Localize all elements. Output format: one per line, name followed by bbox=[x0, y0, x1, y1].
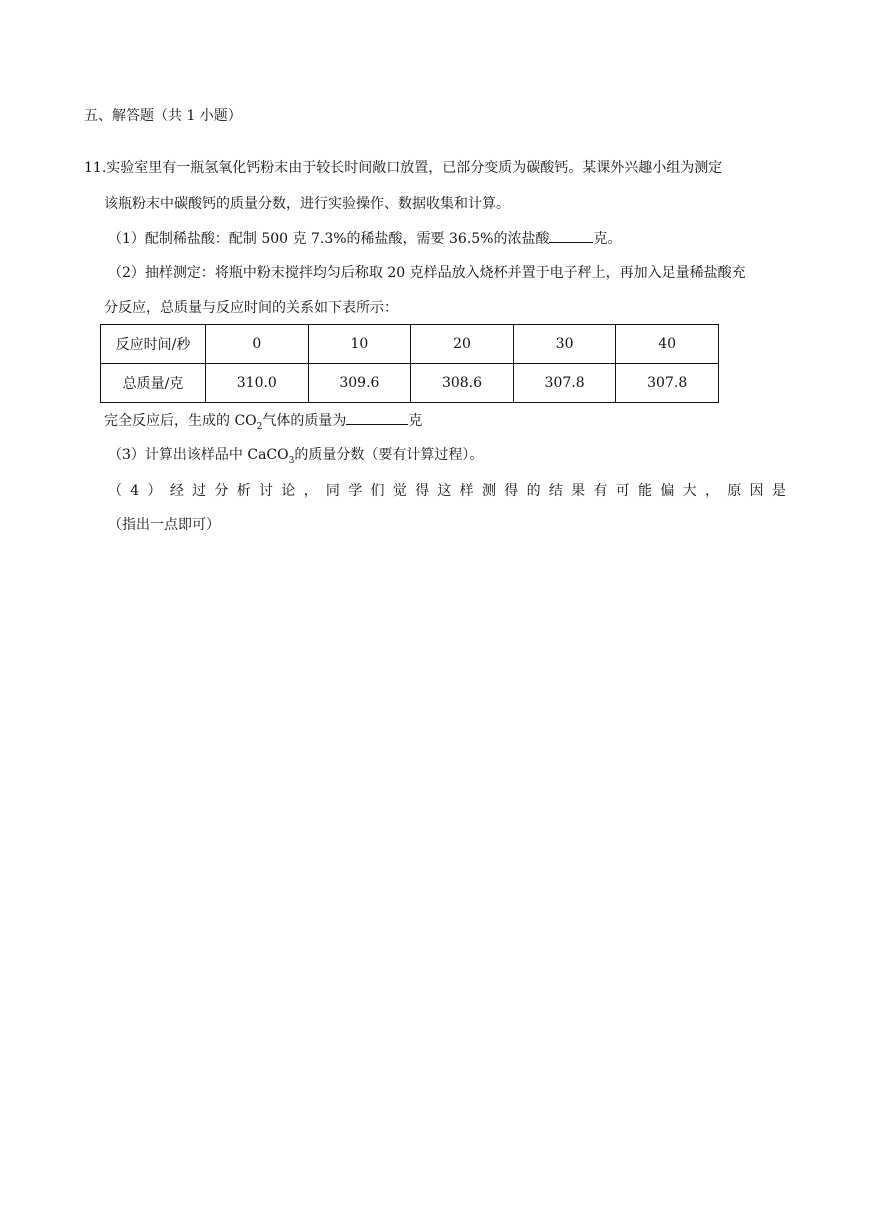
part-4-char: 析 bbox=[236, 483, 251, 499]
part-4-char: 4 bbox=[130, 483, 140, 499]
after-table-prefix: 完全反应后，生成的 CO bbox=[104, 413, 257, 429]
part-4-char: 有 bbox=[593, 483, 608, 499]
table-cell-mass: 307.8 bbox=[513, 364, 616, 403]
table-cell-mass: 309.6 bbox=[308, 364, 411, 403]
part-4-char: 经 bbox=[169, 483, 184, 499]
after-table-line bbox=[104, 410, 422, 437]
caco3-subscript: 3 bbox=[288, 455, 295, 466]
part-4-char: 得 bbox=[504, 483, 519, 499]
table-cell-time: 10 bbox=[308, 325, 411, 364]
part-2-line-1: （2）抽样测定：将瓶中粉末搅拌均匀后称取 20 克样品放入烧杯并置于电子秤上，再加入足量稀盐酸充 bbox=[108, 265, 746, 281]
table-cell-mass: 310.0 bbox=[206, 364, 309, 403]
part-3-prefix: （3）计算出该样品中 CaCO bbox=[108, 447, 289, 463]
part-1-text: （1）配制稀盐酸：配制 500 克 7.3%的稀盐酸，需要 36.5%的浓盐酸 bbox=[108, 231, 550, 247]
part-1 bbox=[108, 228, 621, 249]
part-4-char: 能 bbox=[638, 483, 653, 499]
part-4-char: 同 bbox=[325, 483, 340, 499]
table-header-mass: 总质量/克 bbox=[101, 364, 206, 403]
table-cell-time: 20 bbox=[411, 325, 514, 364]
part-4-char: 的 bbox=[526, 483, 541, 499]
part-4-char: 论 bbox=[281, 483, 296, 499]
part-1-unit: 克。 bbox=[593, 231, 622, 247]
section-title: 五、解答题（共 1 小题） bbox=[84, 108, 242, 124]
part-4-char: 学 bbox=[348, 483, 363, 499]
table-cell-time: 30 bbox=[513, 325, 616, 364]
part-4-char: ， bbox=[704, 483, 719, 499]
question-number: 11. bbox=[84, 160, 107, 176]
part-4-char: 样 bbox=[459, 483, 474, 499]
after-table-mid: 气体的质量为 bbox=[262, 413, 347, 429]
table-row-mass bbox=[101, 364, 719, 403]
part-4-char: 果 bbox=[571, 483, 586, 499]
part-4-char: 们 bbox=[370, 483, 385, 499]
question-stem-line-2: 该瓶粉末中碳酸钙的质量分数，进行实验操作、数据收集和计算。 bbox=[104, 196, 510, 212]
table-cell-mass: 308.6 bbox=[411, 364, 514, 403]
part-3-suffix: 的质量分数（要有计算过程）。 bbox=[294, 447, 484, 463]
part-4-char: 讨 bbox=[259, 483, 273, 499]
part-4-char: 原 bbox=[727, 483, 742, 499]
part-4-char: 测 bbox=[481, 483, 496, 499]
part-4-char: 偏 bbox=[660, 483, 675, 499]
question-stem-text-1: 实验室里有一瓶氢氧化钙粉末由于较长时间敞口放置，已部分变质为碳酸钙。某课外兴趣小组为测定 bbox=[106, 160, 723, 176]
part-4-char: 得 bbox=[415, 483, 430, 499]
table-cell-time: 40 bbox=[616, 325, 719, 364]
part-4-line-1 bbox=[108, 481, 786, 501]
part-4-char: 因 bbox=[749, 483, 764, 499]
part-4-char: 过 bbox=[192, 483, 207, 499]
co2-mass-answer-blank[interactable] bbox=[346, 410, 408, 425]
co2-subscript: 2 bbox=[256, 421, 263, 432]
part-4-char: 可 bbox=[615, 483, 630, 499]
part-4-char: 觉 bbox=[392, 483, 407, 499]
part-2-line-2: 分反应，总质量与反应时间的关系如下表所示： bbox=[104, 300, 398, 316]
part-4-line-2: （指出一点即可） bbox=[108, 517, 220, 533]
part-3 bbox=[108, 445, 483, 471]
data-table bbox=[100, 324, 719, 403]
table-row-time bbox=[101, 325, 719, 364]
part-1-answer-blank[interactable] bbox=[549, 228, 593, 243]
part-4-char: 大 bbox=[682, 483, 697, 499]
table-cell-mass: 307.8 bbox=[616, 364, 719, 403]
table-cell-time: 0 bbox=[206, 325, 309, 364]
part-4-char: 结 bbox=[548, 483, 563, 499]
part-4-char: 这 bbox=[437, 483, 452, 499]
part-4-char: 是 bbox=[771, 483, 786, 499]
table-header-time: 反应时间/秒 bbox=[101, 325, 206, 364]
part-4-char: （ bbox=[108, 483, 122, 499]
after-table-unit: 克 bbox=[408, 413, 423, 429]
part-4-char: ） bbox=[147, 483, 162, 499]
question-stem-line-1 bbox=[84, 158, 722, 178]
part-4-char: ， bbox=[303, 483, 318, 499]
part-4-char: 分 bbox=[214, 483, 229, 499]
